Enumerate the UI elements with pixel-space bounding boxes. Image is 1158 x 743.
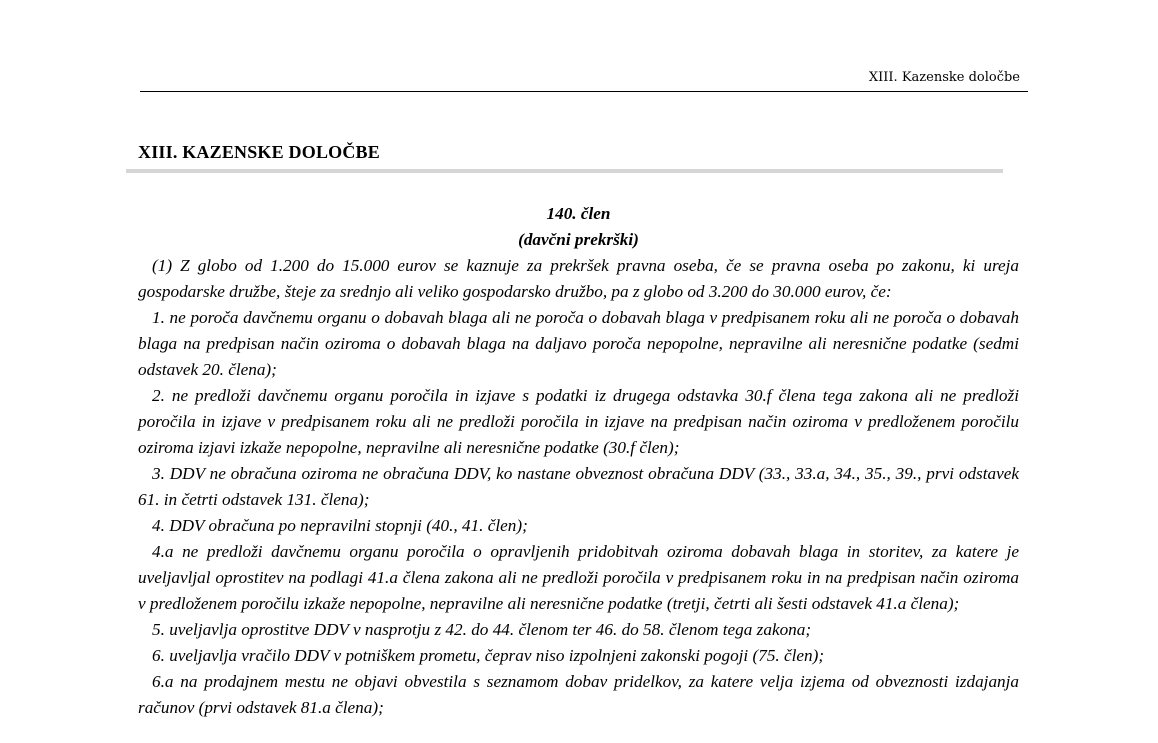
list-item-1: 1. ne poroča davčnemu organu o dobavah blaga ali ne poroča o dobavah blaga v predpisanem roku ali ne poroča o dobavah blaga na predpisan način oziroma o dobavah blaga na daljavo poroča nepopolne, nepravilne ali neresnične podatke (sedmi odstavek 20. člena); [138,308,1019,379]
list-item-6a: 6.a na prodajnem mestu ne objavi obvestila s seznamom dobav pridelkov, za katere velja izjema od obveznosti izdajanja računov (prvi odstavek 81.a člena); [138,672,1019,717]
list-item-4a: 4.a ne predloži davčnemu organu poročila o opravljenih pridobitvah oziroma dobavah blaga in storitev, za katere je uveljavljal oprostitev na podlagi 41.a člena zakona ali ne predloži poročila v predpisanem roku in na predpisan način oziroma v predloženem poročilu izkaže nepopolne, nepravilne ali neresnične podatke (tretji, četrti ali šesti odstavek 41.a člena); [138,542,1019,613]
list-item-6: 6. uveljavlja vračilo DDV v potniškem prometu, čeprav niso izpolnjeni zakonski pogoji (75. člen); [152,646,825,665]
running-header: XIII. Kazenske določbe [868,70,1020,85]
section-title: XIII. KAZENSKE DOLOČBE [138,142,380,162]
header-rule [140,91,1028,92]
list-item-4: 4. DDV obračuna po nepravilni stopnji (40., 41. člen); [152,516,528,535]
article-number: 140. člen [546,204,611,223]
list-item-3: 3. DDV ne obračuna oziroma ne obračuna DDV, ko nastane obveznost obračuna DDV (33., 33.a, 34., 35., 39., prvi odstavek 61. in četrti odstavek 131. člena); [138,464,1019,509]
list-item-2: 2. ne predloži davčnemu organu poročila in izjave s podatki iz drugega odstavka 30.f člena tega zakona ali ne predloži poročila in izjave v predpisanem roku ali ne predloži poročila in izjave na predpisan način oziroma v predloženem poročilu oziroma izjavi izkaže nepopolne, nepravilne ali neresnične podatke (30.f člen); [138,386,1019,457]
paragraph-intro: (1) Z globo od 1.200 do 15.000 eurov se kaznuje za prekršek pravna oseba, če se pravna oseba po zakonu, ki ureja gospodarske družbe, šteje za srednjo ali veliko gospodarsko družbo, pa z globo od 3.200 do 30.000 eurov, če: [138,256,1019,301]
list-item-5: 5. uveljavlja oprostitve DDV v nasprotju z 42. do 44. členom ter 46. do 58. členom tega zakona; [152,620,812,639]
article [138,201,1019,721]
section-rule [126,169,1003,173]
article-subtitle: (davčni prekrški) [518,230,639,249]
